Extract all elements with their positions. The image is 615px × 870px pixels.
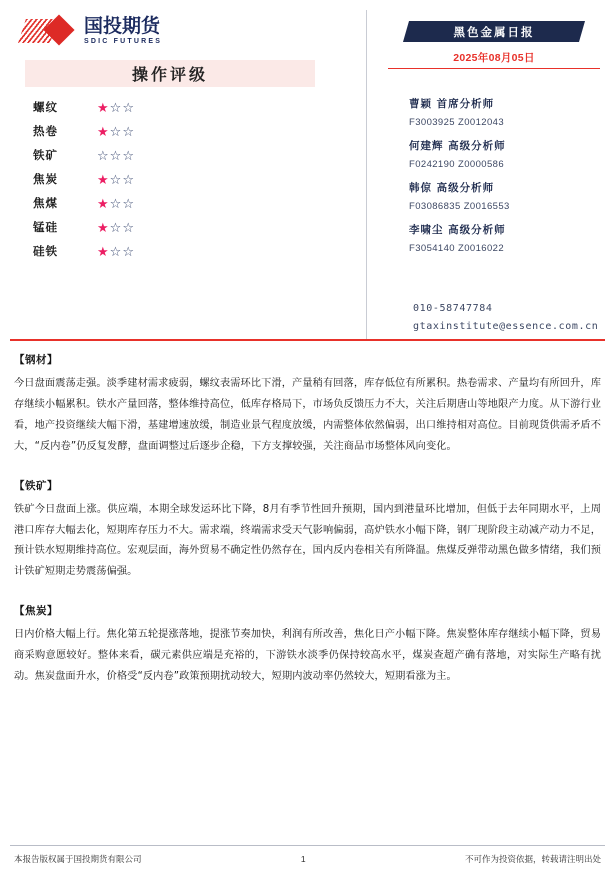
rating-item-name: 螺纹 — [33, 100, 58, 114]
report-header — [0, 0, 615, 345]
star-filled-icon: ★ — [97, 99, 110, 115]
star-empty-icon: ☆ — [122, 243, 135, 259]
section-heading: 【焦炭】 — [14, 605, 58, 618]
header-bottom-rule — [10, 339, 605, 341]
rating-stars — [97, 197, 135, 210]
rating-stars — [97, 149, 135, 162]
star-empty-icon: ☆ — [109, 99, 123, 115]
star-empty-icon: ☆ — [109, 171, 123, 187]
rating-stars — [97, 245, 135, 258]
rating-item-name: 锰硅 — [33, 220, 58, 234]
rating-row — [25, 215, 325, 239]
header-vertical-divider — [366, 10, 367, 340]
company-logo — [22, 16, 162, 46]
rating-panel-title-text: 操作评级 — [131, 65, 208, 84]
contact-phone: 010-58747784 — [413, 303, 493, 314]
logo-mark-icon — [22, 16, 78, 46]
footer-page-number: 1 — [300, 854, 306, 864]
star-empty-icon: ☆ — [109, 219, 123, 235]
rating-list — [25, 95, 325, 263]
rating-stars — [97, 101, 135, 114]
star-empty-icon: ☆ — [109, 147, 123, 163]
logo-name-cn: 国投期货 — [84, 15, 161, 37]
star-filled-icon: ★ — [97, 171, 110, 187]
report-date: 2025年08月05日 — [453, 52, 535, 64]
star-filled-icon: ★ — [97, 195, 110, 211]
footer-rule — [10, 845, 605, 846]
report-section — [0, 603, 615, 688]
rating-item-name: 硅铁 — [33, 244, 58, 258]
analyst-name: 曹颖 首席分析师 — [409, 98, 495, 110]
rating-stars — [97, 125, 135, 138]
rating-row — [25, 119, 325, 143]
analyst-list — [409, 86, 609, 254]
report-section — [0, 352, 615, 458]
rating-row — [25, 239, 325, 263]
date-underline — [388, 68, 600, 69]
star-empty-icon: ☆ — [122, 219, 135, 235]
report-banner-title: 黑色金属日报 — [453, 24, 535, 39]
contact-email[interactable]: gtaxinstitute@essence.com.cn — [413, 321, 599, 332]
analyst-license-code: F03086835 Z0016553 — [409, 201, 510, 212]
star-empty-icon: ☆ — [97, 147, 110, 163]
section-paragraph: 铁矿今日盘面上涨。供应端，本期全球发运环比下降，8月有季节性回升预期，国内到港量环比增加，但低于去年同期水平，上周港口库存大幅去化，短期库存压力不大。需求端，终端需求受天气影响偏弱，高炉铁水小幅下降，钢厂现阶段主动减产动力不足，预计铁水短期维持高位。宏观层面，海外贸易不确定性仍然存在，国内反内卷相关有所降温。焦煤反弹带动黑色做多情绪，我们预计铁矿短期走势震荡偏强。 — [14, 503, 601, 578]
contact-block — [413, 303, 613, 339]
page-footer — [14, 853, 601, 865]
section-heading: 【钢材】 — [14, 354, 58, 366]
rating-item-name: 焦炭 — [33, 172, 58, 186]
section-paragraph: 今日盘面震荡走强。淡季建材需求疲弱，螺纹表需环比下滑，产量稍有回落，库存低位有所累积。热卷需求、产量均有所回升，库存继续小幅累积。铁水产量回落，整体维持高位，低库存格局下，市场负反馈压力不大，关注后期唐山等地限产力度。从下游行业看，地产投资继续大幅下滑，基建增速放缓，制造业景气程度放缓，内需整体依然偏弱，出口维持相对高位。目前现货供需矛盾不大，“反内卷”仍反复发酵，盘面调整过后逐步企稳，下方支撑较强，关注商品市场整体风向变化。 — [14, 378, 601, 452]
analyst-name: 韩倞 高级分析师 — [409, 182, 495, 194]
analyst-name: 李啸尘 高级分析师 — [409, 224, 506, 236]
footer-disclaimer: 不可作为投资依据，转载请注明出处 — [464, 854, 601, 864]
star-empty-icon: ☆ — [122, 147, 135, 163]
rating-item-name: 热卷 — [33, 124, 58, 138]
star-empty-icon: ☆ — [122, 123, 135, 139]
star-empty-icon: ☆ — [109, 243, 123, 259]
rating-row — [25, 191, 325, 215]
logo-text — [84, 17, 162, 45]
logo-name-en: SDIC FUTURES — [84, 38, 163, 45]
star-empty-icon: ☆ — [109, 123, 123, 139]
analyst-license-code: F3003925 Z0012043 — [409, 117, 505, 128]
rating-item-name: 铁矿 — [33, 148, 58, 162]
rating-item-name: 焦煤 — [33, 196, 58, 210]
rating-row — [25, 95, 325, 119]
star-empty-icon: ☆ — [109, 195, 123, 211]
star-filled-icon: ★ — [97, 243, 110, 259]
analyst-license-code: F3054140 Z0016022 — [409, 243, 505, 254]
section-paragraph: 日内价格大幅上行。焦化第五轮提涨落地，提涨节奏加快，利润有所改善，焦化日产小幅下降。焦炭整体库存继续小幅下降，贸易商采购意愿较好。整体来看，碳元素供应端是充裕的，下游铁水淡季仍保持较高水平，煤炭查超产确有落地，对实际生产略有扰动。焦炭盘面升水，价格受“反内卷”政策预期扰动较大，短期内波动率仍然较大，短期看涨为主。 — [14, 629, 601, 683]
footer-copyright: 本报告版权属于国投期货有限公司 — [14, 854, 142, 864]
rating-stars — [97, 221, 135, 234]
rating-row — [25, 167, 325, 191]
analyst-license-code: F0242190 Z0000586 — [409, 159, 505, 170]
report-section — [0, 478, 615, 584]
rating-row — [25, 143, 325, 167]
report-body — [0, 352, 615, 708]
star-empty-icon: ☆ — [122, 99, 135, 115]
star-filled-icon: ★ — [97, 123, 110, 139]
rating-panel-title — [25, 60, 315, 87]
star-empty-icon: ☆ — [122, 171, 135, 187]
star-filled-icon: ★ — [97, 219, 110, 235]
analyst-name: 何建辉 高级分析师 — [409, 140, 506, 152]
rating-stars — [97, 173, 135, 186]
section-heading: 【铁矿】 — [14, 479, 58, 492]
star-empty-icon: ☆ — [122, 195, 135, 211]
